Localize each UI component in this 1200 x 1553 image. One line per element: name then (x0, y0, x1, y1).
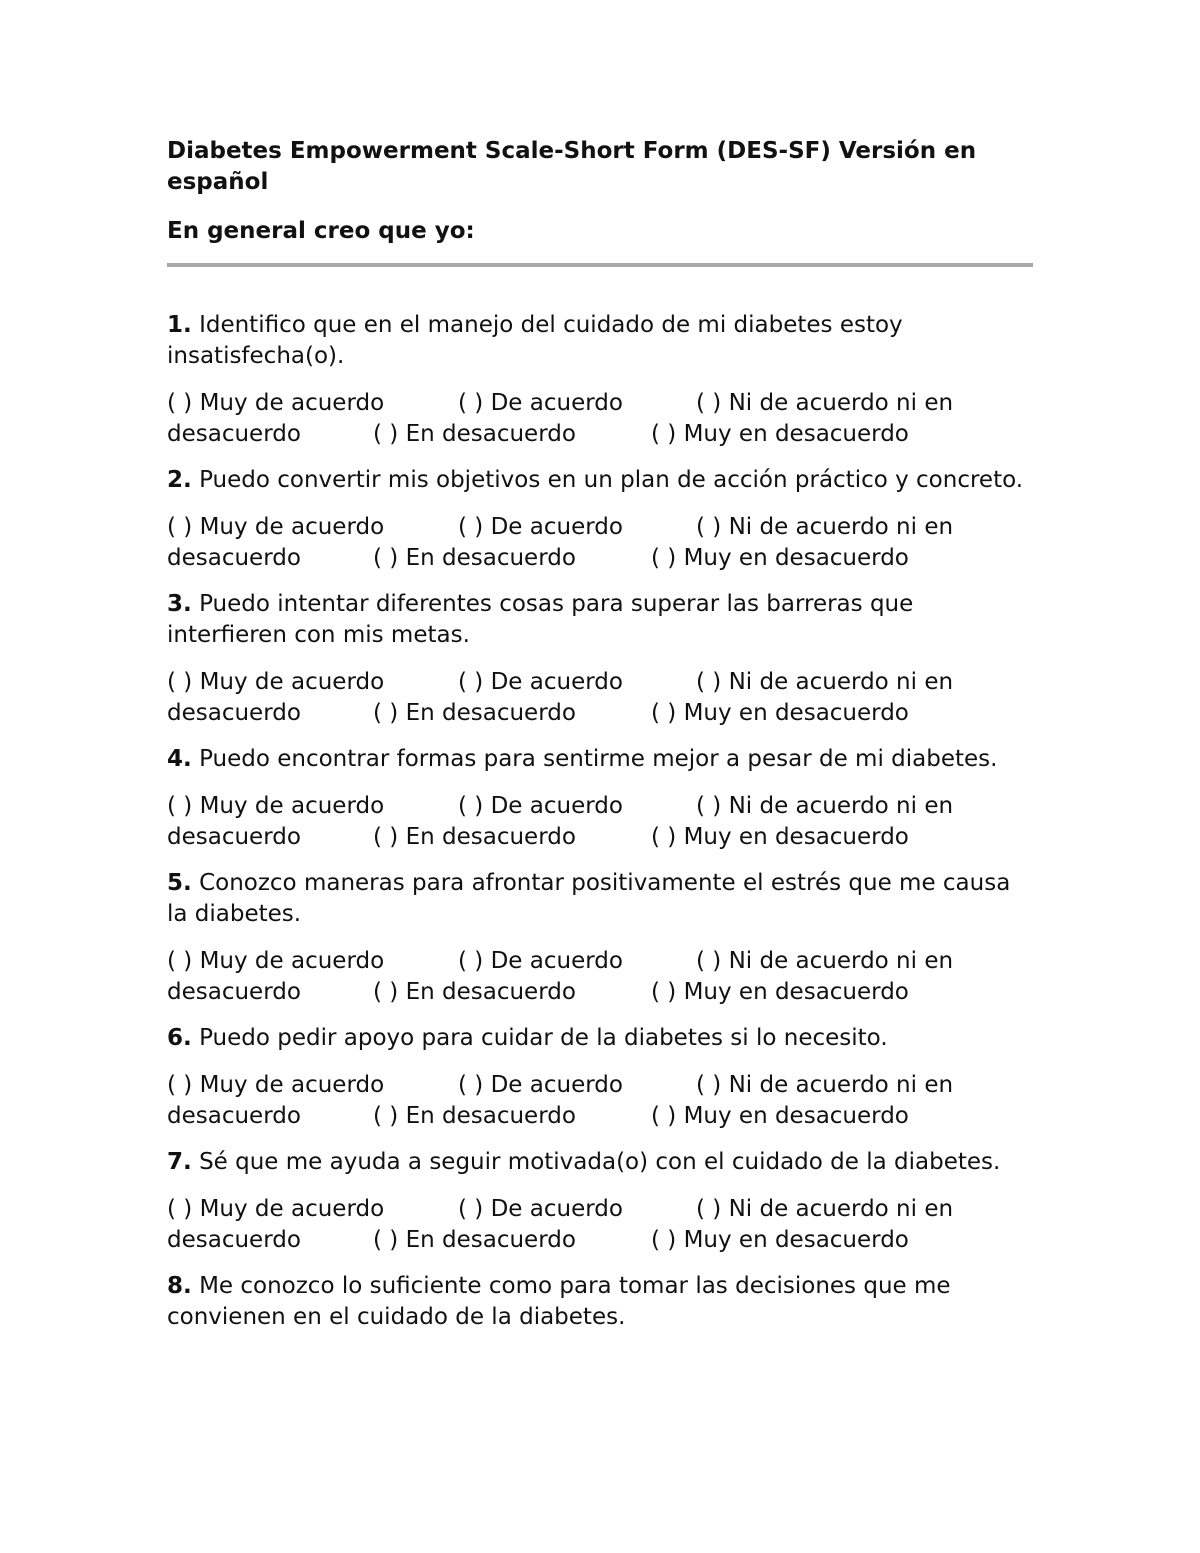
option-neutral-continued[interactable] (167, 543, 373, 574)
question-item (167, 1147, 1033, 1256)
option-marker: ( ) (651, 824, 677, 850)
option-marker: ( ) (696, 1072, 722, 1098)
option-marker: ( ) (651, 421, 677, 447)
option-marker: ( ) (167, 1196, 193, 1222)
option-disagree[interactable] (373, 1225, 651, 1256)
option-marker: ( ) (651, 545, 677, 571)
option-label: De acuerdo (490, 793, 623, 819)
option-label: En desacuerdo (405, 545, 576, 571)
option-marker: ( ) (458, 1196, 484, 1222)
option-neutral[interactable] (696, 667, 953, 698)
question-text-block (167, 465, 1033, 496)
option-marker: ( ) (651, 700, 677, 726)
option-label: Muy en desacuerdo (683, 1103, 909, 1129)
option-label: Muy en desacuerdo (683, 979, 909, 1005)
options-line-2 (167, 1101, 1033, 1132)
option-label: En desacuerdo (405, 824, 576, 850)
option-label: De acuerdo (490, 1072, 623, 1098)
question-text-block (167, 589, 1033, 651)
question-item (167, 465, 1033, 574)
question-text: Puedo pedir apoyo para cuidar de la diabetes si lo necesito. (199, 1025, 888, 1051)
question-item (167, 1271, 1033, 1333)
option-label: En desacuerdo (405, 1103, 576, 1129)
option-neutral-continued[interactable] (167, 977, 373, 1008)
options-line-2 (167, 419, 1033, 450)
option-label: De acuerdo (490, 1196, 623, 1222)
option-marker: ( ) (373, 1227, 399, 1253)
option-neutral[interactable] (696, 946, 953, 977)
document-subtitle: En general creo que yo: (167, 218, 475, 244)
option-marker: ( ) (458, 793, 484, 819)
option-marker: ( ) (458, 514, 484, 540)
option-strongly-disagree[interactable] (651, 822, 909, 853)
option-label: En desacuerdo (405, 700, 576, 726)
option-strongly-agree[interactable] (167, 667, 458, 698)
option-label: desacuerdo (167, 421, 301, 447)
question-list (167, 310, 1033, 1333)
option-marker: ( ) (458, 669, 484, 695)
option-label: desacuerdo (167, 824, 301, 850)
answer-options (167, 1070, 1033, 1132)
answer-options (167, 791, 1033, 853)
option-agree[interactable] (458, 388, 696, 419)
option-agree[interactable] (458, 1070, 696, 1101)
option-marker: ( ) (696, 793, 722, 819)
option-marker: ( ) (373, 1103, 399, 1129)
option-marker: ( ) (167, 514, 193, 540)
option-disagree[interactable] (373, 822, 651, 853)
options-line-2 (167, 822, 1033, 853)
option-neutral[interactable] (696, 1070, 953, 1101)
option-marker: ( ) (167, 1072, 193, 1098)
option-marker: ( ) (458, 948, 484, 974)
question-text: Puedo intentar diferentes cosas para superar las barreras que interfieren con mis metas. (167, 591, 914, 648)
answer-options (167, 946, 1033, 1008)
question-text: Sé que me ayuda a seguir motivada(o) con el cuidado de la diabetes. (199, 1149, 1001, 1175)
option-agree[interactable] (458, 512, 696, 543)
option-label: Muy de acuerdo (199, 1072, 385, 1098)
option-disagree[interactable] (373, 698, 651, 729)
option-marker: ( ) (373, 421, 399, 447)
option-strongly-agree[interactable] (167, 1070, 458, 1101)
option-strongly-disagree[interactable] (651, 977, 909, 1008)
question-number: 8. (167, 1273, 192, 1299)
question-text-block (167, 868, 1033, 930)
option-marker: ( ) (651, 1103, 677, 1129)
option-neutral-continued[interactable] (167, 1225, 373, 1256)
option-neutral-continued[interactable] (167, 419, 373, 450)
option-strongly-agree[interactable] (167, 946, 458, 977)
option-marker: ( ) (167, 390, 193, 416)
question-number: 4. (167, 746, 192, 772)
option-agree[interactable] (458, 1194, 696, 1225)
option-label: De acuerdo (490, 390, 623, 416)
option-label: Ni de acuerdo ni en (728, 390, 954, 416)
option-marker: ( ) (373, 979, 399, 1005)
option-agree[interactable] (458, 667, 696, 698)
option-neutral-continued[interactable] (167, 1101, 373, 1132)
option-label: Ni de acuerdo ni en (728, 514, 954, 540)
option-marker: ( ) (696, 669, 722, 695)
question-item (167, 868, 1033, 1008)
option-label: Ni de acuerdo ni en (728, 948, 954, 974)
option-marker: ( ) (167, 793, 193, 819)
option-neutral-continued[interactable] (167, 822, 373, 853)
option-marker: ( ) (696, 390, 722, 416)
document-title: Diabetes Empowerment Scale-Short Form (DES-SF) Versión en español (167, 138, 977, 195)
options-line-2 (167, 543, 1033, 574)
options-line-2 (167, 1225, 1033, 1256)
option-label: desacuerdo (167, 979, 301, 1005)
option-label: Ni de acuerdo ni en (728, 669, 954, 695)
option-neutral[interactable] (696, 791, 953, 822)
option-label: Muy de acuerdo (199, 669, 385, 695)
options-line-1 (167, 667, 1033, 698)
option-label: De acuerdo (490, 948, 623, 974)
question-text: Conozco maneras para afrontar positivamente el estrés que me causa la diabetes. (167, 870, 1011, 927)
answer-options (167, 512, 1033, 574)
options-line-2 (167, 977, 1033, 1008)
question-text-block (167, 1023, 1033, 1054)
horizontal-rule (167, 263, 1033, 267)
option-label: Muy en desacuerdo (683, 700, 909, 726)
question-number: 5. (167, 870, 192, 896)
option-strongly-agree[interactable] (167, 791, 458, 822)
options-line-1 (167, 791, 1033, 822)
option-label: De acuerdo (490, 514, 623, 540)
option-marker: ( ) (167, 669, 193, 695)
option-label: Muy de acuerdo (199, 948, 385, 974)
option-disagree[interactable] (373, 419, 651, 450)
option-label: Muy de acuerdo (199, 514, 385, 540)
option-marker: ( ) (373, 545, 399, 571)
document-page (167, 136, 1033, 1333)
option-disagree[interactable] (373, 543, 651, 574)
answer-options (167, 388, 1033, 450)
option-label: En desacuerdo (405, 979, 576, 1005)
question-item (167, 744, 1033, 853)
question-item (167, 1023, 1033, 1132)
option-strongly-disagree[interactable] (651, 419, 909, 450)
option-marker: ( ) (373, 824, 399, 850)
question-text: Identifico que en el manejo del cuidado de mi diabetes estoy insatisfecha(o). (167, 312, 903, 369)
option-marker: ( ) (696, 514, 722, 540)
question-text-block (167, 744, 1033, 775)
option-label: Muy en desacuerdo (683, 421, 909, 447)
option-label: Ni de acuerdo ni en (728, 793, 954, 819)
option-label: desacuerdo (167, 1227, 301, 1253)
options-line-2 (167, 698, 1033, 729)
option-strongly-agree[interactable] (167, 388, 458, 419)
question-number: 6. (167, 1025, 192, 1051)
option-label: desacuerdo (167, 700, 301, 726)
option-label: Muy en desacuerdo (683, 824, 909, 850)
option-label: Muy en desacuerdo (683, 1227, 909, 1253)
options-line-1 (167, 512, 1033, 543)
option-strongly-disagree[interactable] (651, 543, 909, 574)
option-disagree[interactable] (373, 1101, 651, 1132)
option-agree[interactable] (458, 946, 696, 977)
option-neutral[interactable] (696, 512, 953, 543)
options-line-1 (167, 946, 1033, 977)
option-strongly-disagree[interactable] (651, 1101, 909, 1132)
option-strongly-agree[interactable] (167, 1194, 458, 1225)
options-line-1 (167, 388, 1033, 419)
option-strongly-disagree[interactable] (651, 1225, 909, 1256)
option-label: Ni de acuerdo ni en (728, 1072, 954, 1098)
option-marker: ( ) (373, 700, 399, 726)
option-label: Muy de acuerdo (199, 1196, 385, 1222)
option-strongly-agree[interactable] (167, 512, 458, 543)
question-item (167, 310, 1033, 450)
question-text: Puedo encontrar formas para sentirme mejor a pesar de mi diabetes. (199, 746, 998, 772)
option-label: En desacuerdo (405, 421, 576, 447)
question-text: Puedo convertir mis objetivos en un plan de acción práctico y concreto. (199, 467, 1024, 493)
option-label: Ni de acuerdo ni en (728, 1196, 954, 1222)
option-marker: ( ) (167, 948, 193, 974)
answer-options (167, 667, 1033, 729)
question-number: 2. (167, 467, 192, 493)
option-neutral[interactable] (696, 1194, 953, 1225)
option-label: desacuerdo (167, 1103, 301, 1129)
options-line-1 (167, 1070, 1033, 1101)
option-strongly-disagree[interactable] (651, 698, 909, 729)
option-label: Muy en desacuerdo (683, 545, 909, 571)
option-marker: ( ) (696, 1196, 722, 1222)
option-marker: ( ) (458, 390, 484, 416)
question-number: 3. (167, 591, 192, 617)
option-label: De acuerdo (490, 669, 623, 695)
option-neutral-continued[interactable] (167, 698, 373, 729)
options-line-1 (167, 1194, 1033, 1225)
option-neutral[interactable] (696, 388, 953, 419)
option-marker: ( ) (458, 1072, 484, 1098)
option-marker: ( ) (651, 979, 677, 1005)
question-text: Me conozco lo suficiente como para tomar las decisiones que me convienen en el cuidado de la diabetes. (167, 1273, 951, 1330)
option-marker: ( ) (696, 948, 722, 974)
option-label: Muy de acuerdo (199, 390, 385, 416)
option-label: En desacuerdo (405, 1227, 576, 1253)
question-number: 7. (167, 1149, 192, 1175)
option-marker: ( ) (651, 1227, 677, 1253)
question-text-block (167, 1271, 1033, 1333)
option-label: desacuerdo (167, 545, 301, 571)
question-number: 1. (167, 312, 192, 338)
option-label: Muy de acuerdo (199, 793, 385, 819)
answer-options (167, 1194, 1033, 1256)
question-text-block (167, 1147, 1033, 1178)
option-agree[interactable] (458, 791, 696, 822)
question-item (167, 589, 1033, 729)
question-text-block (167, 310, 1033, 372)
option-disagree[interactable] (373, 977, 651, 1008)
